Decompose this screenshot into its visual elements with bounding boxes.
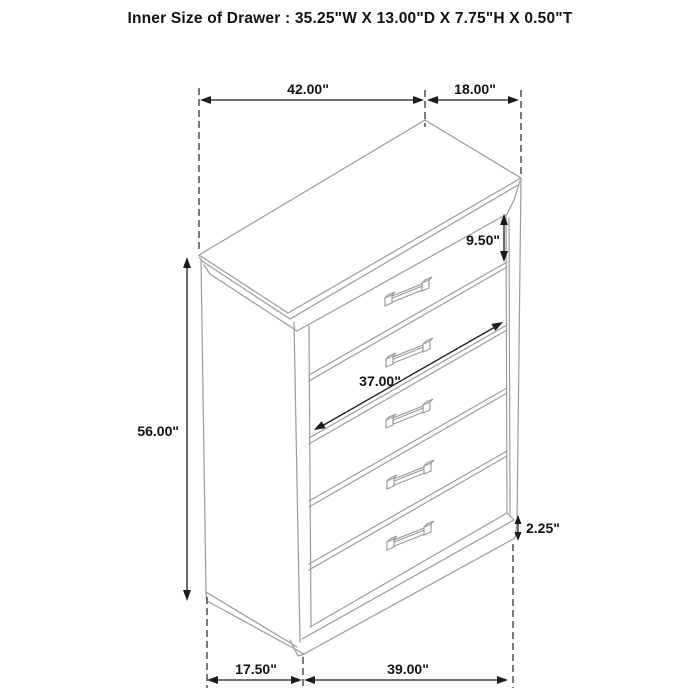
dim-label-bottom-width: 39.00" [387, 661, 429, 677]
dimension-top-depth [427, 81, 519, 104]
dim-label-bottom-depth: 17.50" [235, 661, 277, 677]
dimension-top-width [200, 81, 424, 104]
dim-label-top-drawer-height: 9.50" [466, 232, 500, 248]
dimension-top-drawer-height [466, 214, 508, 262]
dimension-height [137, 257, 191, 601]
dimension-bottom-depth [207, 661, 302, 684]
dimension-base-height [515, 515, 560, 541]
dim-label-height: 56.00" [137, 423, 179, 439]
page-title: Inner Size of Drawer : 35.25"W X 13.00"D X 7.75"H X 0.50"T [127, 10, 573, 27]
dim-label-top-depth: 18.00" [454, 81, 496, 97]
dimension-bottom-width [304, 661, 508, 684]
drawer-1-handle [385, 277, 432, 306]
dim-label-drawer-width: 37.00" [359, 373, 401, 389]
drawer-3-handle [386, 399, 433, 428]
dim-label-base-height: 2.25" [526, 520, 560, 536]
drawer-2-handle [386, 338, 433, 367]
cabinet-top [199, 120, 521, 331]
dim-label-top-width: 42.00" [287, 81, 329, 97]
drawer-5-handle [387, 521, 434, 550]
drawer-4-handle [387, 460, 434, 489]
